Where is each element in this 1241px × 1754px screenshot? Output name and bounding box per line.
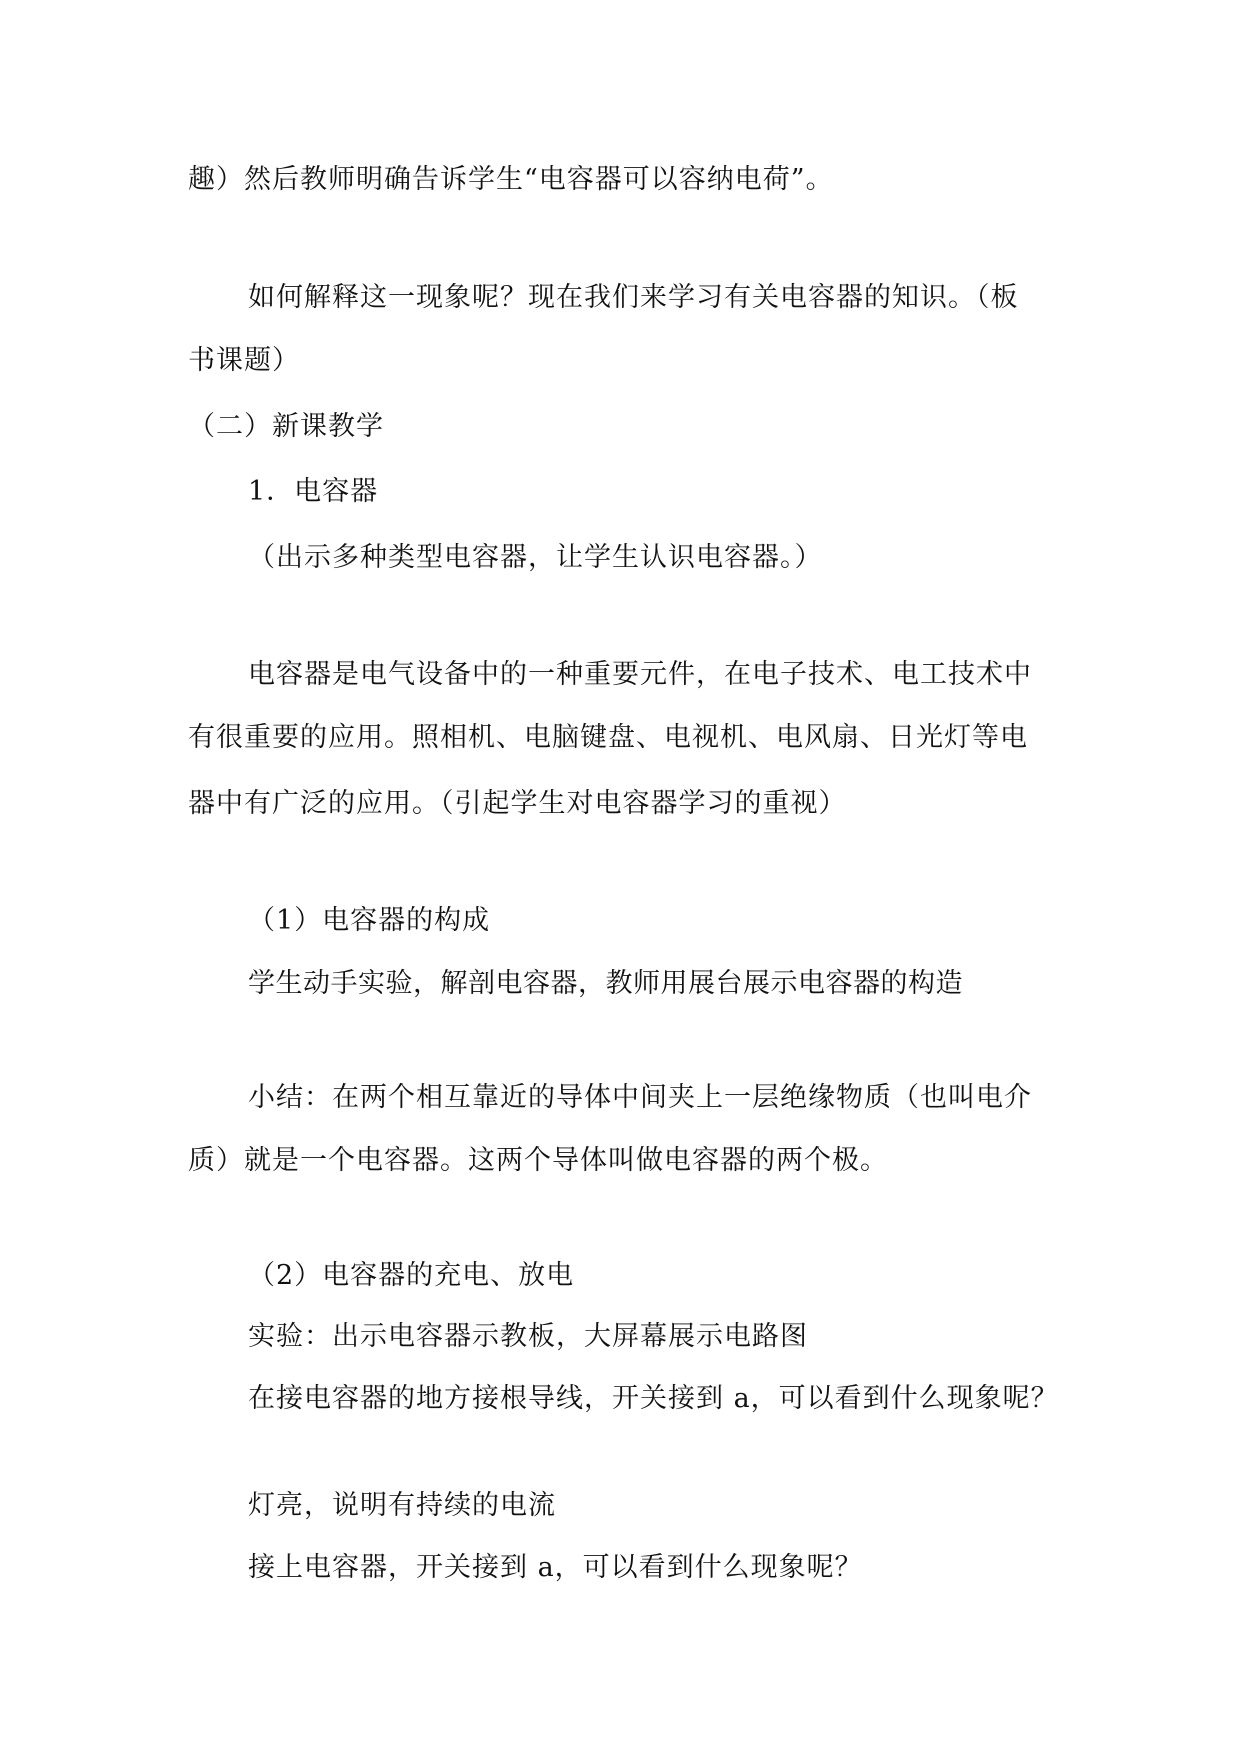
paragraph-line: 趣）然后教师明确告诉学生“电容器可以容纳电荷”。 (188, 164, 834, 195)
paragraph-line: 质）就是一个电容器。这两个导体叫做电容器的两个极。 (188, 1145, 888, 1176)
paragraph-line: 书课题） (188, 345, 300, 376)
paragraph-line: 器中有广泛的应用。（引起学生对电容器学习的重视） (188, 788, 847, 819)
paragraph-line: 如何解释这一现象呢？现在我们来学习有关电容器的知识。（板 (248, 282, 1019, 313)
paragraph-line: 小结：在两个相互靠近的导体中间夹上一层绝缘物质（也叫电介 (248, 1082, 1032, 1113)
paragraph-line: 灯亮，说明有持续的电流 (248, 1490, 556, 1521)
paragraph-line: 有很重要的应用。照相机、电脑键盘、电视机、电风扇、日光灯等电 (188, 722, 1028, 753)
paragraph-line: 在接电容器的地方接根导线，开关接到 a，可以看到什么现象呢？ (248, 1383, 1059, 1414)
section-heading: （二）新课教学 (188, 411, 384, 442)
paragraph-line: 接上电容器，开关接到 a，可以看到什么现象呢？ (248, 1552, 863, 1583)
subsection-heading: （2）电容器的充电、放电 (248, 1260, 575, 1291)
subsection-heading: 1．电容器 (248, 476, 379, 507)
paragraph-line: 实验：出示电容器示教板，大屏幕展示电路图 (248, 1321, 808, 1352)
paragraph-line: 电容器是电气设备中的一种重要元件，在电子技术、电工技术中 (248, 659, 1032, 690)
paragraph-line: 学生动手实验，解剖电容器，教师用展台展示电容器的构造 (248, 968, 963, 999)
subsection-heading: （1）电容器的构成 (248, 905, 491, 936)
paragraph-line: （出示多种类型电容器，让学生认识电容器。） (248, 542, 823, 573)
